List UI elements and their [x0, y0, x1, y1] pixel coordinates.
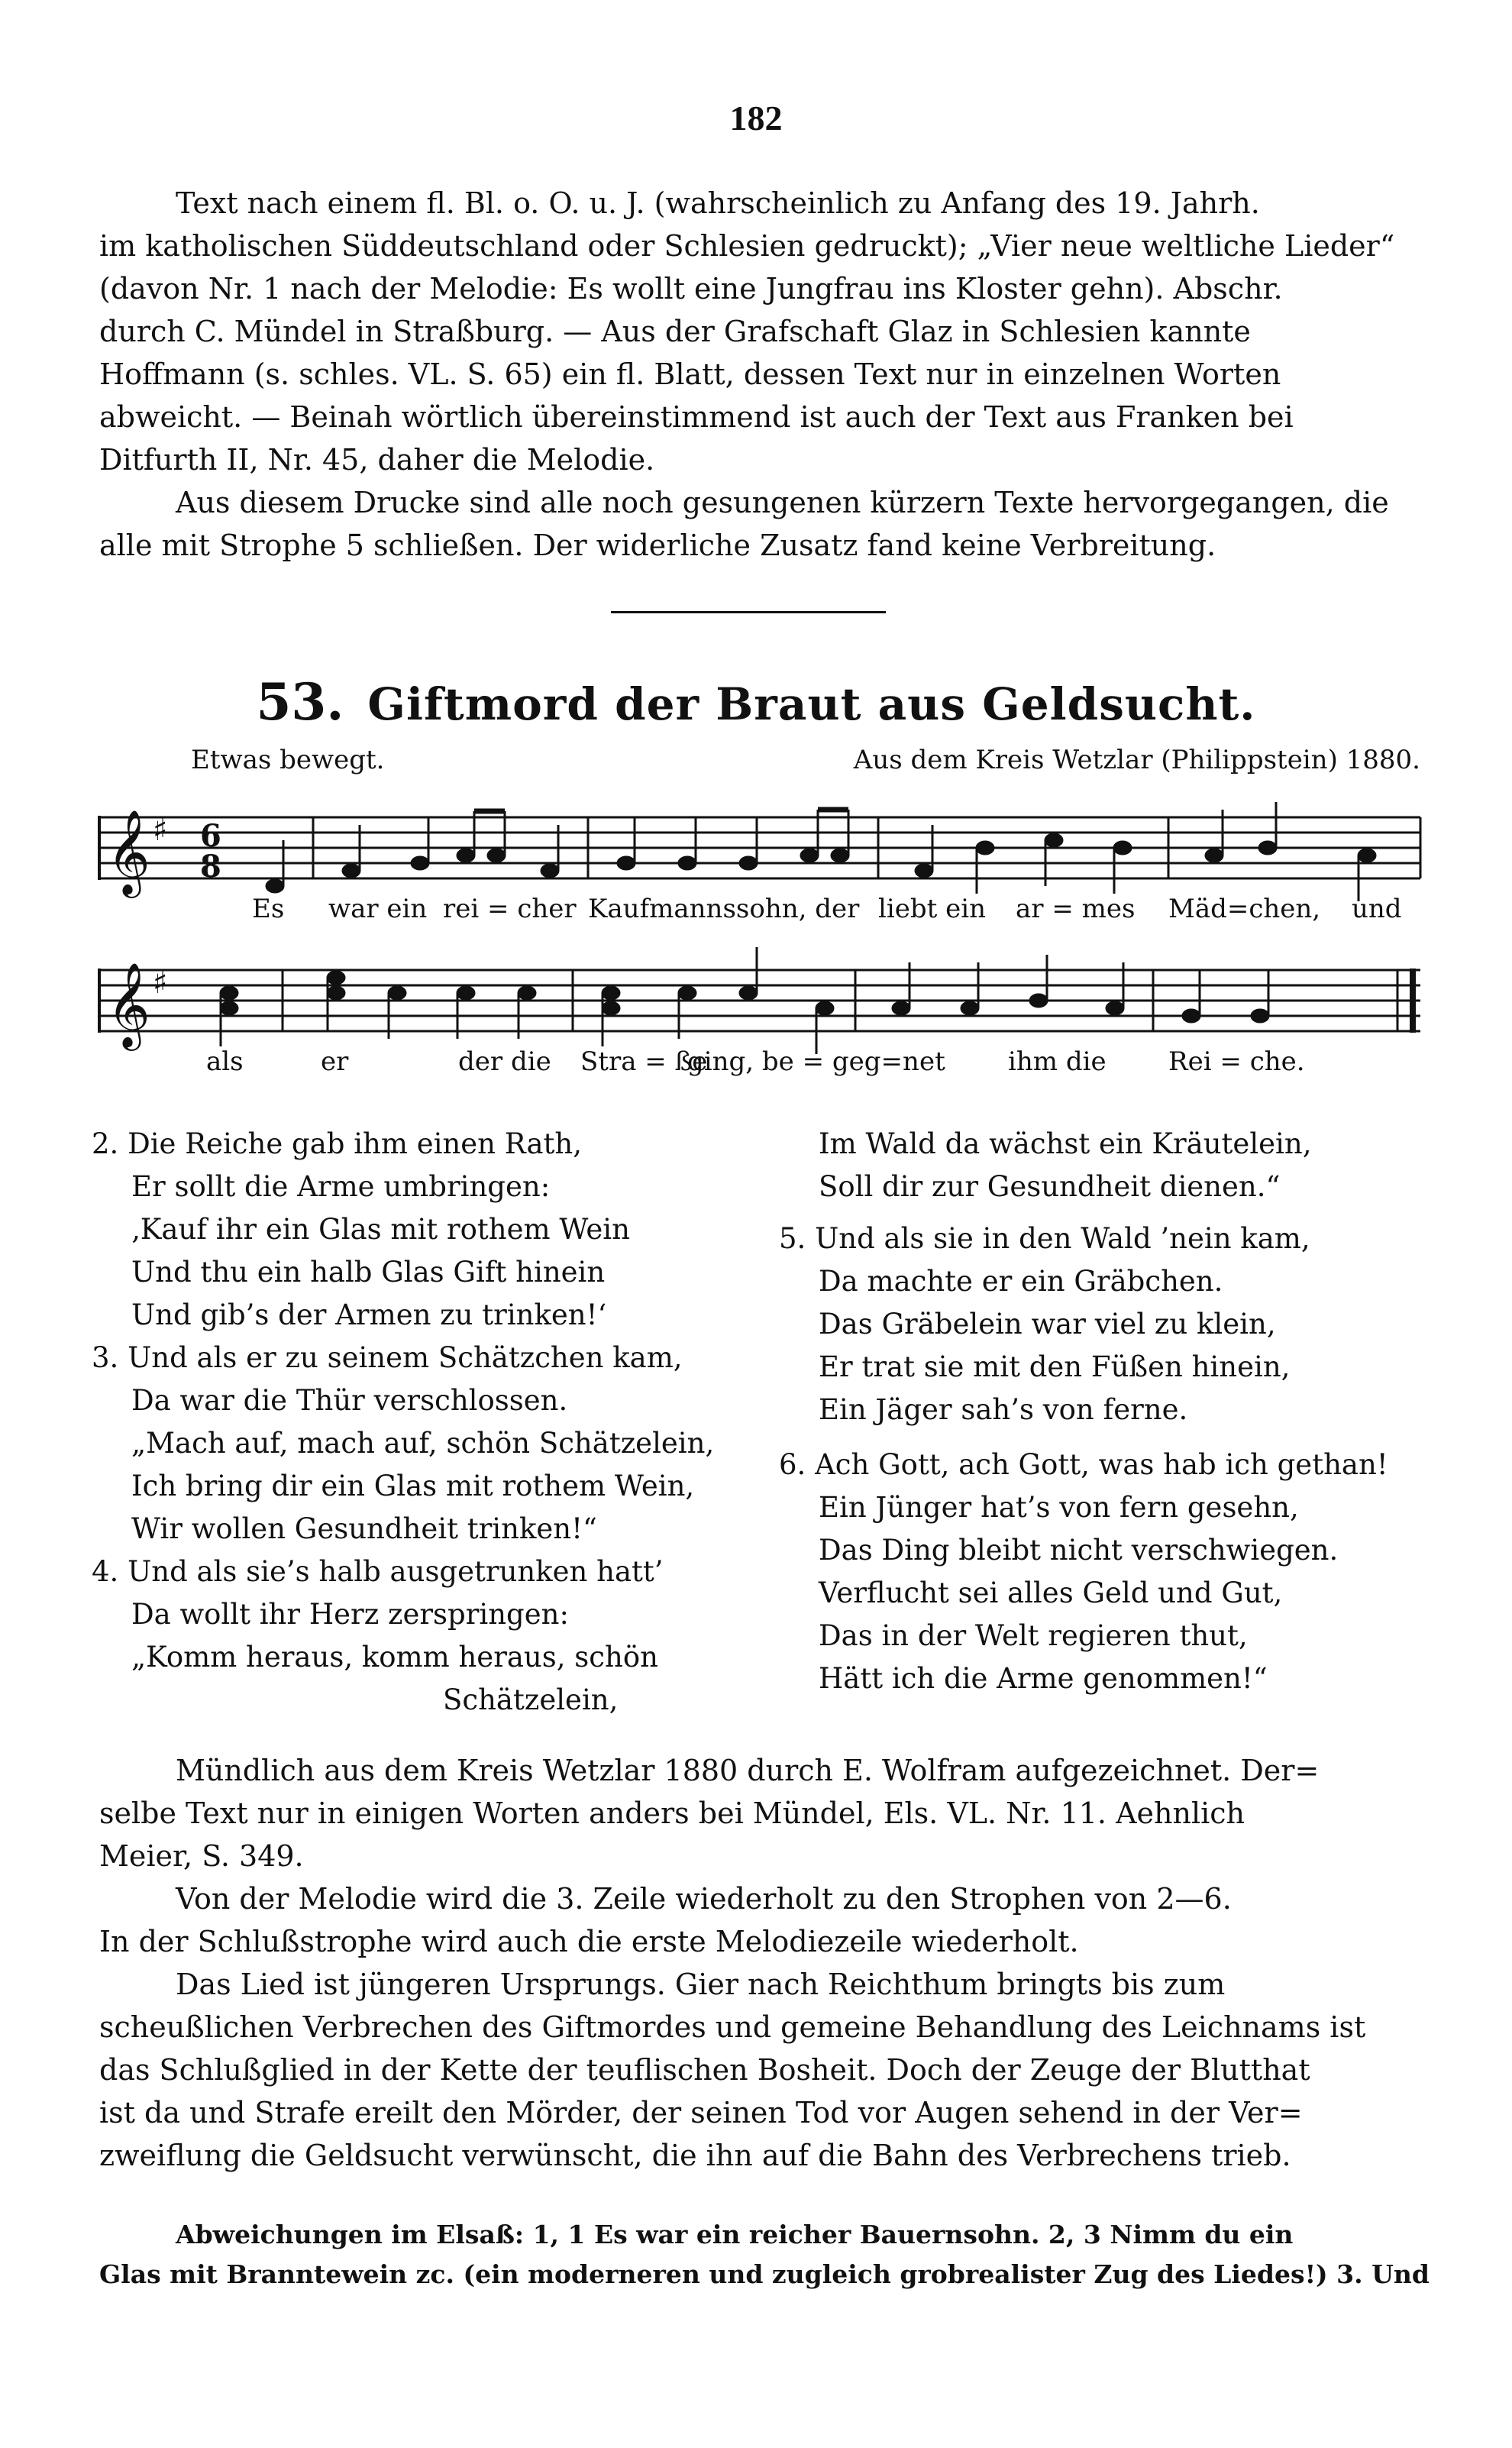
stanza-line: Verflucht sei alles Geld und Gut, [819, 1576, 1283, 1609]
stanza-line: Das in der Welt regieren thut, [819, 1619, 1248, 1652]
section-divider [611, 611, 886, 613]
sharp-icon: ♯ [153, 965, 168, 1001]
lyric-syllable: Rei = che. [1168, 1046, 1305, 1077]
staff-lines [99, 969, 1420, 1033]
lyric-syllable: der die [458, 1046, 551, 1077]
lyric-syllable: Kaufmannssohn, der [588, 894, 860, 924]
song-title: Giftmord der Braut aus Geldsucht. [367, 678, 1256, 730]
stanza-line: Da wollt ihr Herz zerspringen: [131, 1598, 569, 1631]
stanza-line: Da machte er ein Gräbchen. [819, 1265, 1223, 1298]
intro-paragraph-1 [99, 182, 1436, 481]
lyric-syllable: liebt ein [878, 894, 986, 924]
stanza-line: 5. Und als sie in den Wald ’nein kam, [779, 1222, 1310, 1255]
lyric-syllable: Stra = ße [580, 1046, 708, 1077]
text-line: Text nach einem fl. Bl. o. O. u. J. (wahrscheinlich zu Anfang des 19. Jahrh. [176, 186, 1260, 220]
stanza-line: Soll dir zur Gesundheit dienen.“ [819, 1170, 1281, 1203]
lyric-syllable: ging, be = geg=net [687, 1046, 945, 1077]
stanza-line: Schätzelein, [443, 1683, 619, 1716]
lyric-syllable: ihm die [1008, 1046, 1107, 1077]
notes-paragraph-3 [99, 1963, 1436, 2177]
text-line: Meier, S. 349. [99, 1839, 304, 1873]
stanza-line: 6. Ach Gott, ach Gott, was hab ich gethan! [779, 1448, 1388, 1481]
footnote-line: Abweichungen im Elsaß: 1, 1 Es war ein reicher Bauernsohn. 2, 3 Nimm du ein [176, 2220, 1294, 2249]
text-line: Aus diesem Drucke sind alle noch gesungenen kürzern Texte hervorgegangen, die [176, 486, 1389, 519]
stanza-gap [779, 1208, 1388, 1218]
time-signature-top: 6 [200, 818, 221, 854]
text-line: (davon Nr. 1 nach der Melodie: Es wollt eine Jungfrau ins Kloster gehn). Abschr. [99, 272, 1283, 306]
text-line: Mündlich aus dem Kreis Wetzlar 1880 durch E. Wolfram aufgezeichnet. Der= [176, 1754, 1320, 1787]
lyric-syllable: als [206, 1046, 244, 1077]
notes-paragraph-2 [99, 1877, 1436, 1963]
stanza-line: Wir wollen Gesundheit trinken!“ [131, 1512, 597, 1545]
stanza-line: „Komm heraus, komm heraus, schön [131, 1641, 658, 1674]
treble-clef-icon: 𝄞 [107, 809, 150, 894]
sharp-icon: ♯ [153, 813, 168, 848]
stanza-line: Ein Jäger sah’s von ferne. [819, 1393, 1188, 1426]
lyrics-line-1 [0, 894, 1512, 932]
footnote [99, 2215, 1436, 2294]
lyric-syllable: ar = mes [1016, 894, 1136, 924]
stanza-line: ‚Kauf ihr ein Glas mit rothem Wein [131, 1213, 630, 1246]
text-line: selbe Text nur in einigen Worten anders bei Mündel, Els. VL. Nr. 11. Aehnlich [99, 1796, 1245, 1830]
text-line: im katholischen Süddeutschland oder Schlesien gedruckt); „Vier neue weltliche Lieder“ [99, 229, 1395, 263]
text-line: scheußlichen Verbrechen des Giftmordes und gemeine Behandlung des Leichnams ist [99, 2010, 1366, 2044]
text-line: durch C. Mündel in Straßburg. — Aus der Grafschaft Glaz in Schlesien kannte [99, 315, 1251, 348]
tempo-marking: Etwas bewegt. [191, 745, 385, 775]
stanza-line: Das Gräbelein war viel zu klein, [819, 1308, 1276, 1340]
text-line: abweicht. — Beinah wörtlich übereinstimmend ist auch der Text aus Franken bei [99, 400, 1294, 434]
stanza-line: 3. Und als er zu seinem Schätzchen kam, [92, 1341, 683, 1374]
song-heading [0, 672, 1512, 732]
stanza-line: Im Wald da wächst ein Kräutelein, [819, 1127, 1312, 1160]
stanza-line: 2. Die Reiche gab ihm einen Rath, [92, 1127, 582, 1160]
text-line: Das Lied ist jüngeren Ursprungs. Gier nach Reichthum bringts bis zum [176, 1968, 1226, 2001]
notes-paragraph-1 [99, 1749, 1436, 1877]
time-signature-bottom: 8 [200, 849, 221, 884]
page-number: 182 [729, 99, 783, 137]
lyric-syllable: Mäd=chen, [1168, 894, 1321, 924]
text-line: Hoffmann (s. schles. VL. S. 65) ein fl. Blatt, dessen Text nur in einzelnen Worten [99, 357, 1281, 391]
text-line: das Schlußglied in der Kette der teuflischen Bosheit. Doch der Zeuge der Blutthat [99, 2053, 1310, 2087]
stanza-line: Er trat sie mit den Füßen hinein, [819, 1350, 1291, 1383]
stanza-line: Ich bring dir ein Glas mit rothem Wein, [131, 1470, 695, 1502]
text-line: alle mit Strophe 5 schließen. Der widerliche Zusatz fand keine Verbreitung. [99, 529, 1216, 562]
stanza-line: Da war die Thür verschlossen. [131, 1384, 568, 1417]
treble-clef-icon: 𝄞 [107, 962, 150, 1047]
lyric-syllable: rei = cher [443, 894, 577, 924]
stanza-line: Das Ding bleibt nicht verschwiegen. [819, 1534, 1339, 1567]
stanza-line: Hätt ich die Arme genommen!“ [819, 1662, 1268, 1695]
stanzas-right-column [779, 1123, 1388, 1700]
song-number: 53. [256, 672, 344, 732]
lyric-syllable: Es [252, 894, 285, 924]
stanza-line: Er sollt die Arme umbringen: [131, 1170, 551, 1203]
text-line: ist da und Strafe ereilt den Mörder, der seinen Tod vor Augen sehend in der Ver= [99, 2096, 1303, 2129]
text-line: In der Schlußstrophe wird auch die erste Melodiezeile wiederholt. [99, 1925, 1079, 1958]
song-source: Aus dem Kreis Wetzlar (Philippstein) 1880. [853, 745, 1420, 775]
stanza-line: Und gib’s der Armen zu trinken!‘ [131, 1298, 607, 1331]
text-line: Ditfurth II, Nr. 45, daher die Melodie. [99, 443, 655, 477]
stanza-gap [779, 1431, 1388, 1444]
stanza-line: 4. Und als sie’s halb ausgetrunken hatt’ [92, 1555, 664, 1588]
text-line: Von der Melodie wird die 3. Zeile wiederholt zu den Strophen von 2—6. [176, 1882, 1232, 1916]
lyric-syllable: und [1352, 894, 1402, 924]
text-line: zweiflung die Geldsucht verwünscht, die ihn auf die Bahn des Verbrechens trieb. [99, 2139, 1291, 2172]
lyric-syllable: er [321, 1046, 349, 1077]
stanza-line: „Mach auf, mach auf, schön Schätzelein, [131, 1427, 715, 1460]
stanza-line: Ein Jünger hat’s von fern gesehn, [819, 1491, 1299, 1524]
intro-paragraph-2 [99, 481, 1436, 567]
stanzas-left-column [92, 1123, 714, 1722]
footnote-line: Glas mit Branntewein zc. (ein moderneren und zugleich grobrealister Zug des Liedes!) 3. Und [99, 2259, 1430, 2289]
lyrics-line-2 [0, 1046, 1512, 1085]
stanza-line: Und thu ein halb Glas Gift hinein [131, 1256, 606, 1289]
lyric-syllable: war ein [328, 894, 428, 924]
